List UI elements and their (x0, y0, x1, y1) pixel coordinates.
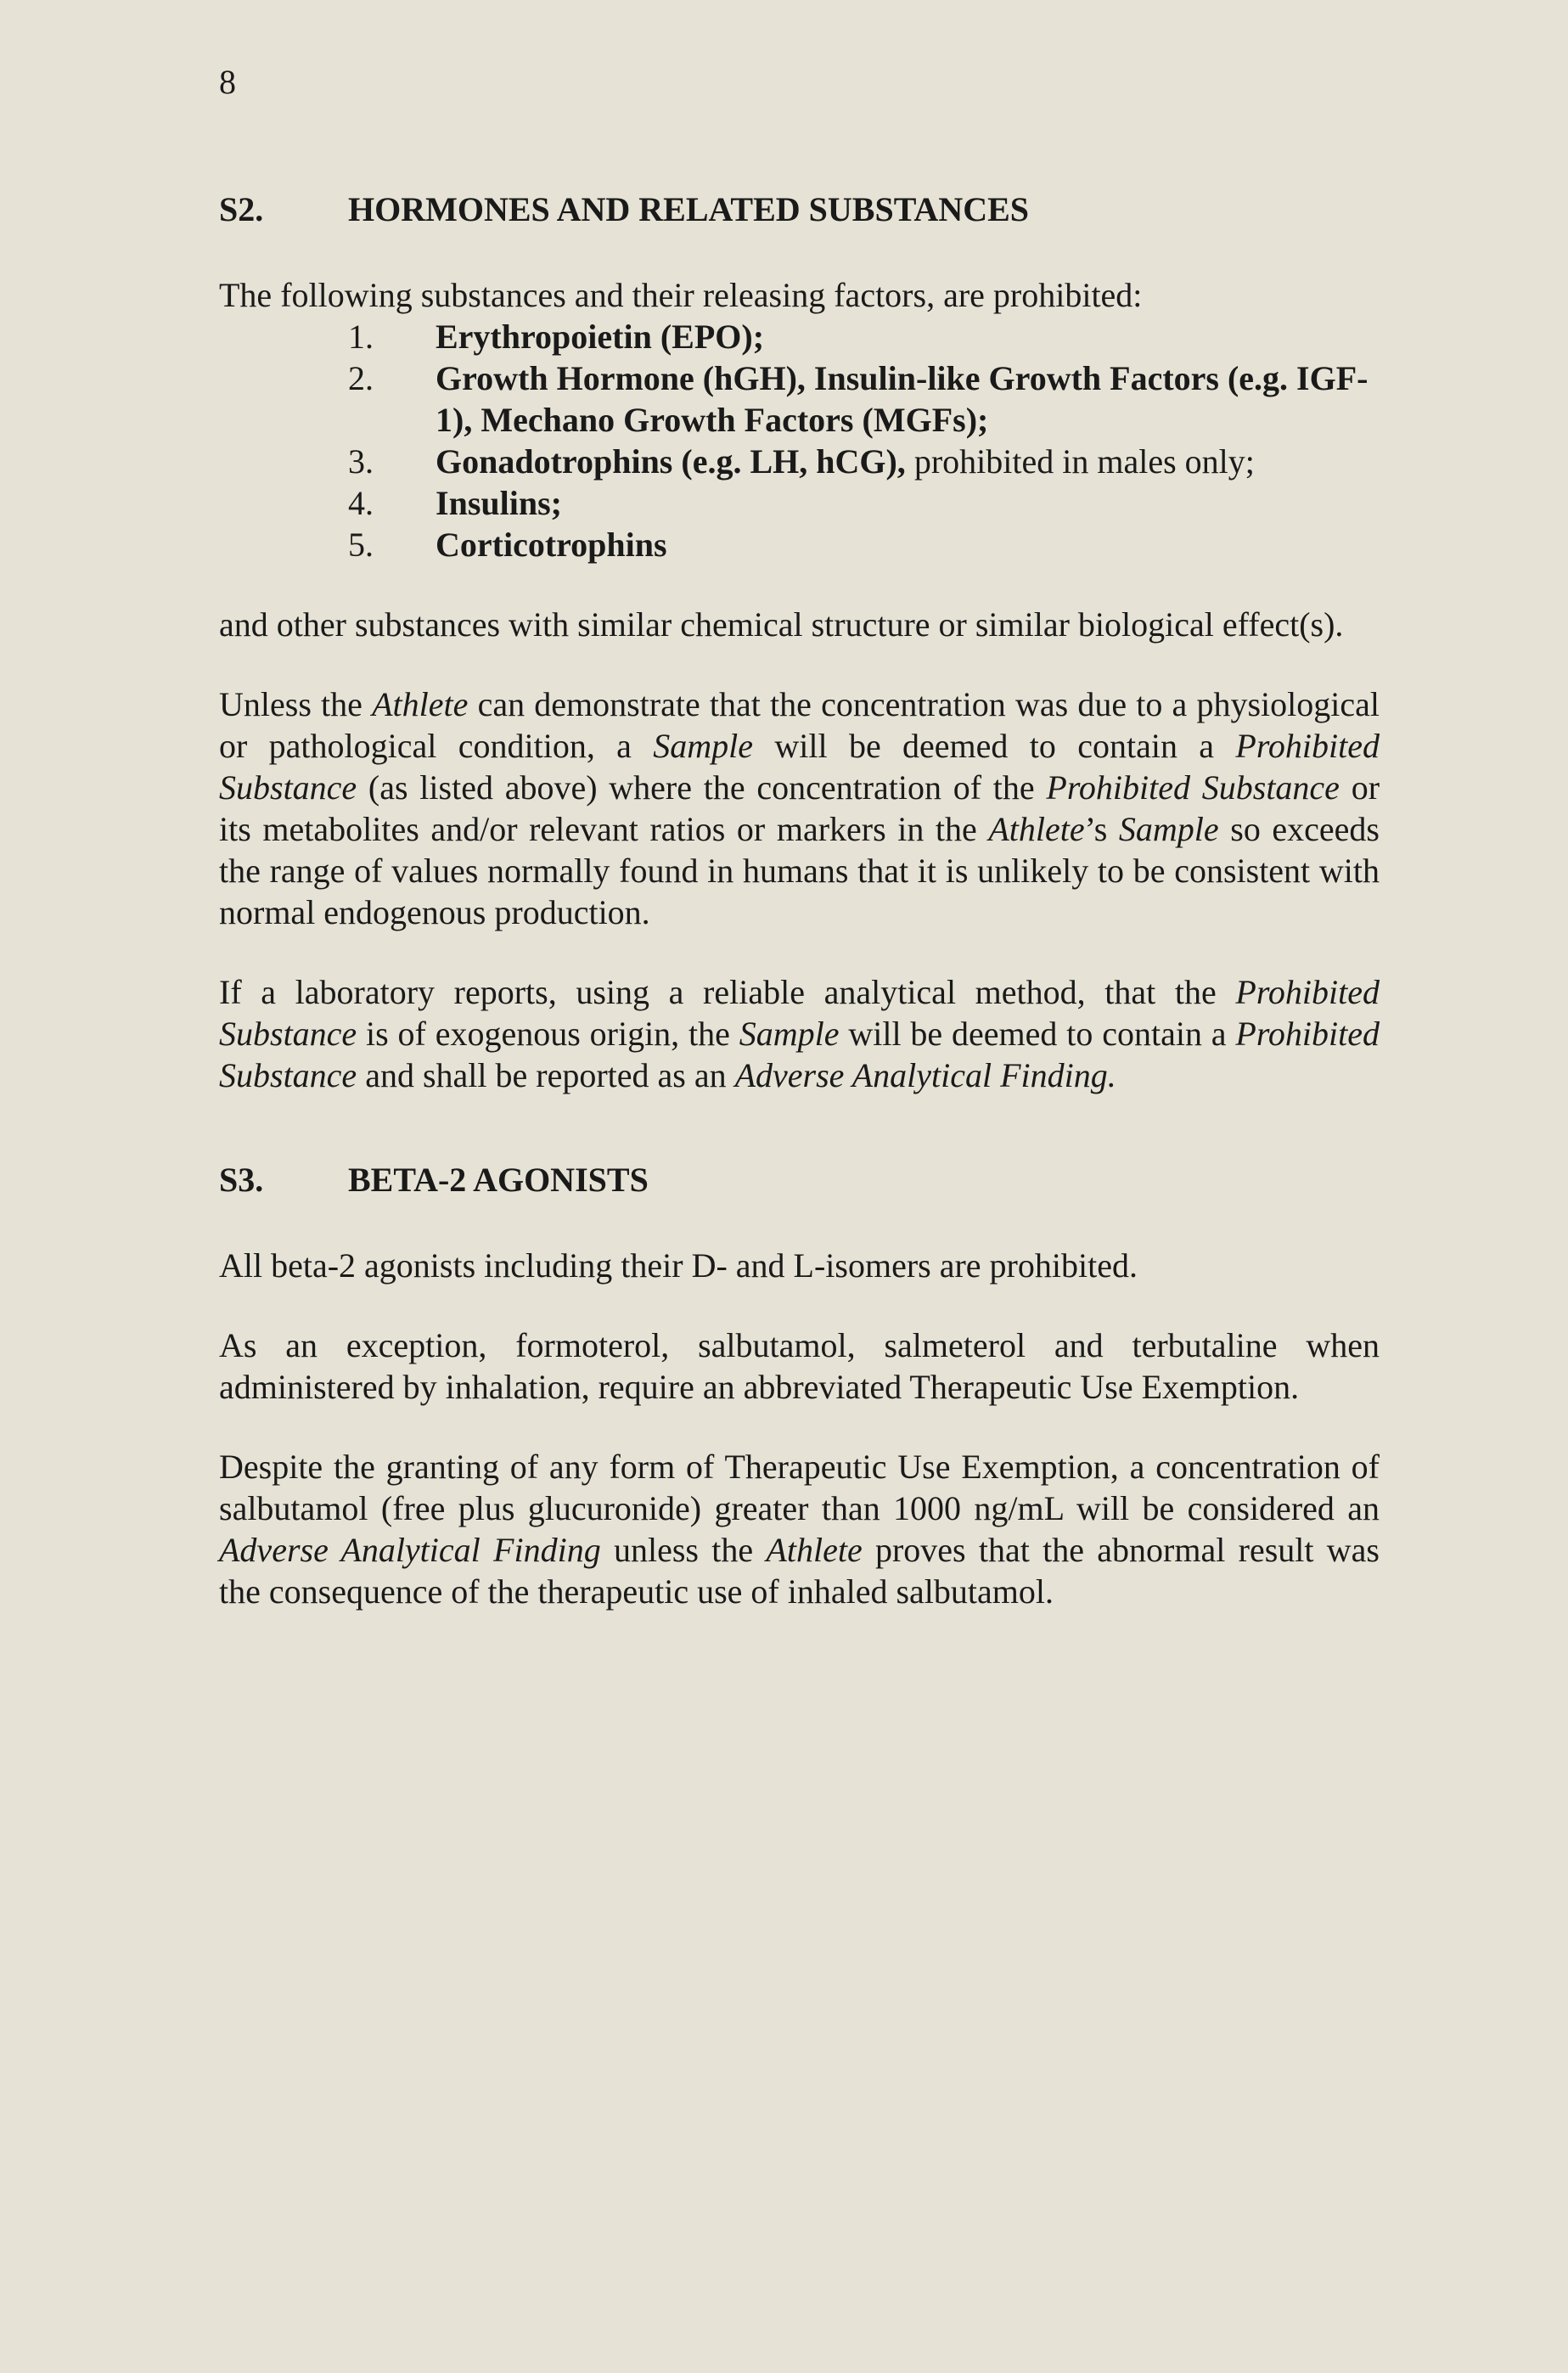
text-run: will be deemed to contain a (753, 727, 1236, 765)
section-number: S3. (219, 1161, 264, 1199)
text-run: Unless the (219, 685, 373, 723)
list-item (348, 524, 1380, 565)
list-item-text: Corticotrophins (436, 526, 667, 564)
list-item-number: 2. (348, 359, 374, 397)
list-item (348, 357, 1380, 441)
italic-term: Prohibited Substance (219, 973, 1380, 1053)
text-run: ’s (1084, 810, 1119, 848)
text-run: (as listed above) where the concentration of the (357, 768, 1047, 807)
list-item-text: Insulins; (436, 484, 562, 522)
list-item-number: 1. (348, 318, 374, 356)
text-run: can demonstrate that the concentration was due to a physiological or pathological condition, a (219, 685, 1380, 765)
s2-paragraph-3 (219, 971, 1380, 1096)
list-item (348, 441, 1380, 482)
page-content (219, 188, 1380, 1612)
text-run: or its metabolites and/or relevant ratios or markers in the (219, 768, 1380, 848)
list-item (348, 316, 1380, 357)
list-item-number: 5. (348, 526, 374, 564)
italic-term: Prohibited Substance (219, 1015, 1380, 1094)
italic-term: Adverse Analytical Finding (219, 1531, 601, 1569)
page-number: 8 (219, 63, 236, 101)
text-run: Despite the granting of any form of Therapeutic Use Exemption, a concentration of salbutamol (free plus glucuronide) greater than 1000 ng/mL will be considered an (219, 1448, 1380, 1527)
text-run: proves that the abnormal result was the consequence of the therapeutic use of inhaled salbutamol. (219, 1531, 1380, 1611)
text-run: and shall be reported as an (357, 1056, 735, 1094)
list-item-text: Growth Hormone (hGH), Insulin-like Growth Factors (e.g. IGF-1), Mechano Growth Factors (MGFs); (436, 359, 1368, 439)
italic-term: Prohibited Substance (219, 727, 1380, 807)
s2-paragraph-1: and other substances with similar chemical structure or similar biological effect(s). (219, 605, 1344, 644)
list-item-text: Erythropoietin (EPO); (436, 318, 765, 356)
s2-paragraph-2 (219, 683, 1380, 933)
list-item (348, 482, 1380, 524)
s3-paragraph-2: As an exception, formoterol, salbutamol, salmeterol and terbutaline when administered by inhalation, require an abbreviated Therapeutic Use Exemption. (219, 1326, 1380, 1406)
italic-term: Sample (739, 1015, 840, 1053)
s2-substance-list (219, 316, 1380, 565)
section-title: BETA-2 AGONISTS (348, 1161, 649, 1199)
text-run: will be deemed to contain a (839, 1015, 1236, 1053)
s3-paragraph-3 (219, 1446, 1380, 1612)
italic-term: Sample (653, 727, 754, 765)
list-item-number: 3. (348, 442, 374, 481)
text-run: so exceeds the range of values normally found in humans that it is unlikely to be consistent with normal endogenous production. (219, 810, 1380, 931)
list-item-text-bold: Gonadotrophins (e.g. LH, hCG), (436, 442, 906, 481)
text-run: unless the (600, 1531, 767, 1569)
italic-term: Adverse Analytical Finding. (734, 1056, 1116, 1094)
list-item-text-regular: prohibited in males only; (905, 442, 1255, 481)
section-number: S2. (219, 190, 264, 228)
section-s2 (219, 188, 1380, 1096)
list-item-number: 4. (348, 484, 374, 522)
section-heading-s3 (219, 1159, 1380, 1201)
text-run: is of exogenous origin, the (357, 1015, 739, 1053)
s3-paragraph-1: All beta-2 agonists including their D- and L-isomers are prohibited. (219, 1246, 1138, 1285)
section-s3 (219, 1159, 1380, 1612)
text-run: If a laboratory reports, using a reliable analytical method, that the (219, 973, 1236, 1011)
italic-term: Athlete (372, 685, 469, 723)
italic-term: Sample (1118, 810, 1219, 848)
section-title: HORMONES AND RELATED SUBSTANCES (348, 190, 1030, 228)
list-item-text (436, 441, 1380, 482)
s2-intro: The following substances and their releasing factors, are prohibited: (219, 276, 1143, 314)
italic-term: Athlete (766, 1531, 863, 1569)
section-heading-s2 (219, 188, 1380, 230)
italic-term: Prohibited Substance (1046, 768, 1340, 807)
italic-term: Athlete (988, 810, 1085, 848)
